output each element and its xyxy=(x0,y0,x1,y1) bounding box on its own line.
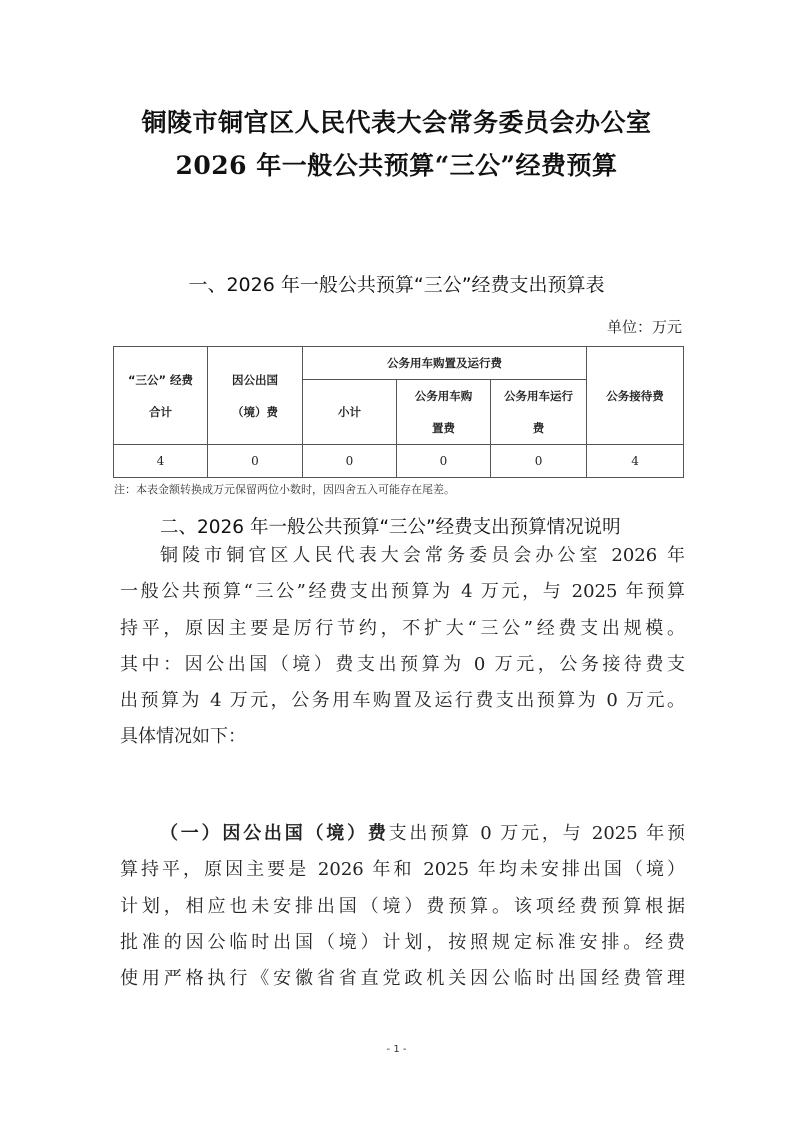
header-abroad-line1: 因公出国 xyxy=(232,372,278,387)
table-header-row-1 xyxy=(114,347,684,380)
header-total-line2: 合计 xyxy=(149,404,172,419)
header-reception: 公务接待费 xyxy=(587,347,684,445)
unit-label: 单位：万元 xyxy=(606,318,682,336)
header-vehicle-operation-line2: 费 xyxy=(532,421,545,435)
cell-reception: 4 xyxy=(587,445,684,478)
paragraph-line: 持平，原因主要是厉行节约，不扩大“三公”经费支出规模。 xyxy=(120,617,685,639)
section-1-heading: 一、2026 年一般公共预算“三公”经费支出预算表 xyxy=(188,274,605,296)
table-note: 注：本表金额转换成万元保留两位小数时，因四舍五入可能存在尾差。 xyxy=(114,483,455,496)
paragraph-line: 计划，相应也未安排出国（境）费预算。该项经费预算根据 xyxy=(120,895,685,917)
header-vehicle-group: 公务用车购置及运行费 xyxy=(303,347,587,380)
header-vehicle-purchase-line1: 公务用车购 xyxy=(414,389,473,403)
cell-subtotal: 0 xyxy=(303,445,397,478)
document-title-line-2: 2026 年一般公共预算“三公”经费预算 xyxy=(175,151,618,180)
header-total xyxy=(114,347,208,445)
table-row xyxy=(114,445,684,478)
header-vehicle-purchase-line2: 置费 xyxy=(432,421,455,435)
paragraph-line: 铜陵市铜官区人民代表大会常务委员会办公室 2026 年 xyxy=(160,545,685,566)
paragraph-line: 批准的因公临时出国（境）计划，按照规定标准安排。经费 xyxy=(120,931,685,953)
header-subtotal: 小计 xyxy=(303,380,397,445)
paragraph-line-rest: 支出预算 0 万元，与 2025 年预 xyxy=(388,823,685,844)
paragraph-line xyxy=(120,816,685,852)
header-vehicle-operation xyxy=(491,380,587,445)
paragraph-line: 一般公共预算“三公”经费支出预算为 4 万元，与 2025 年预算 xyxy=(120,581,685,603)
paragraph-line: 其中：因公出国（境）费支出预算为 0 万元，公务接待费支 xyxy=(120,653,685,675)
page-number: - 1 - xyxy=(386,1044,407,1055)
cell-vehicle-purchase: 0 xyxy=(397,445,491,478)
budget-table xyxy=(113,346,684,478)
paragraph-line: 具体情况如下： xyxy=(120,726,246,748)
cell-abroad: 0 xyxy=(208,445,303,478)
paragraph-summary xyxy=(120,538,685,756)
header-total-line1: “三公” 经费 xyxy=(127,372,194,387)
header-abroad-line2: （境）费 xyxy=(232,404,278,419)
paragraph-line: 使用严格执行《安徽省省直党政机关因公临时出国经费管理 xyxy=(120,968,685,990)
subsection-heading-abroad: （一）因公出国（境）费 xyxy=(160,823,389,844)
cell-vehicle-operation: 0 xyxy=(491,445,587,478)
document-title-line-1: 铜陵市铜官区人民代表大会常务委员会办公室 xyxy=(141,108,652,137)
paragraph-line: 出预算为 4 万元，公务用车购置及运行费支出预算为 0 万元。 xyxy=(120,690,685,712)
header-vehicle-purchase xyxy=(397,380,491,445)
paragraph-abroad-expense xyxy=(120,816,685,997)
section-2-heading: 二、2026 年一般公共预算“三公”经费支出预算情况说明 xyxy=(160,517,621,538)
header-abroad xyxy=(208,347,303,445)
paragraph-line: 算持平，原因主要是 2026 年和 2025 年均未安排出国（境） xyxy=(120,859,685,881)
cell-total: 4 xyxy=(114,445,208,478)
header-vehicle-operation-line1: 公务用车运行 xyxy=(504,389,574,403)
